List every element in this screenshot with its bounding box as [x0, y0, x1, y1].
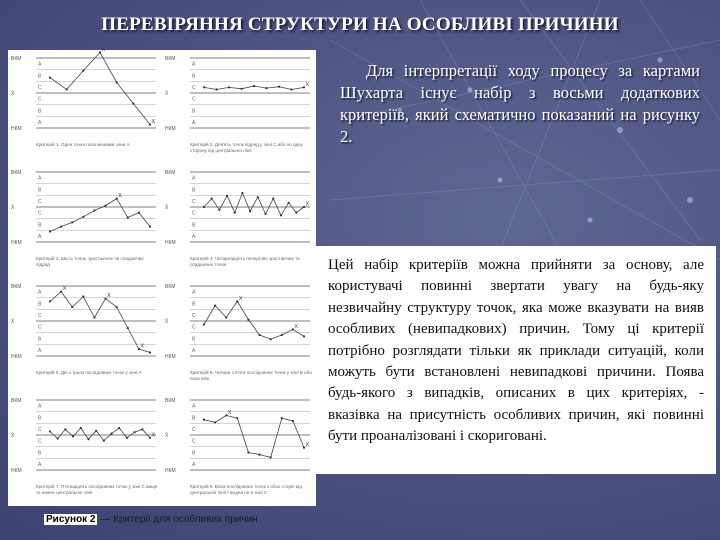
data-point [303, 335, 305, 337]
data-series-line [204, 193, 304, 215]
data-point [234, 212, 236, 214]
data-point [295, 212, 297, 214]
data-point [93, 316, 95, 318]
data-series-line [50, 292, 150, 353]
data-point [281, 417, 283, 419]
data-point [278, 86, 280, 88]
ucl-label: ВКМ [165, 55, 176, 62]
center-line-label: X̄ [165, 318, 169, 325]
special-cause-marker: X [118, 193, 122, 200]
center-line-label: X̄ [11, 204, 15, 211]
criterion-caption: Критерій 8. Вісім послідовних точок з обох сторін від центральної лінії і жодна не в зоні С [190, 484, 302, 495]
data-point [87, 438, 89, 440]
center-line-label: X̄ [11, 318, 15, 325]
data-point [49, 430, 51, 432]
special-cause-marker: X [294, 323, 299, 330]
criterion-caption: Критерій 4. Чотирнадцять почергово зростаючих та спадаючих точок [190, 256, 300, 267]
criterion-panel-7 [8, 392, 160, 504]
data-point [116, 81, 118, 83]
zone-label: C [38, 84, 42, 91]
zone-label: B [38, 301, 42, 308]
data-point [132, 102, 134, 104]
data-point [110, 433, 112, 435]
explanation-text: Цей набір критеріїв можна прийняти за основу, але користувачі повинні звертати увагу на будь-яку незвичайну структуру точок, яка може вказувати на вияв особливих (невипадкових) причин. Тому ці критерії потрібно розглядати тільки як приклади ситуацій, коли можуть бути встановлені невипадкові причини. Поява будь-якого з випадків, описаних в цих критеріях, - вказівка на присутність особливих причин, які повинні бути проаналізовані і скориговані. [328, 257, 704, 445]
data-point [57, 437, 59, 439]
zone-label: A [38, 403, 42, 410]
data-point [253, 85, 255, 87]
lcl-label: НКМ [165, 353, 176, 360]
data-point [103, 440, 105, 442]
zone-label: A [192, 403, 196, 410]
lcl-label: НКМ [11, 353, 22, 360]
special-cause-marker: X [62, 286, 67, 293]
lcl-label: НКМ [11, 125, 22, 132]
data-point [258, 454, 260, 456]
data-point [203, 206, 205, 208]
zone-label: A [192, 119, 196, 126]
criterion-panel-6 [162, 278, 314, 390]
zone-label: A [38, 347, 42, 354]
data-point [49, 300, 51, 302]
data-point [236, 417, 238, 419]
criteria-figure [8, 46, 316, 506]
zone-label: B [38, 222, 42, 229]
center-line-label: X̄ [165, 432, 169, 439]
data-point [104, 205, 106, 207]
zone-label: A [192, 233, 196, 240]
zone-label: B [192, 108, 196, 115]
data-point [290, 88, 292, 90]
zone-label: C [38, 324, 42, 331]
figure-caption [44, 514, 258, 525]
special-cause-marker: X [305, 201, 310, 208]
zone-label: C [38, 438, 42, 445]
zone-label: A [192, 175, 196, 182]
zone-label: B [192, 222, 196, 229]
ucl-label: ВКМ [11, 283, 22, 290]
data-point [82, 70, 84, 72]
zone-label: B [38, 336, 42, 343]
special-cause-marker: X [107, 293, 111, 300]
zone-label: C [192, 426, 196, 433]
data-point [118, 427, 120, 429]
ucl-label: ВКМ [11, 169, 22, 176]
special-cause-marker: X [151, 119, 156, 125]
data-point [225, 316, 227, 318]
data-point [82, 295, 84, 297]
ucl-label: ВКМ [165, 169, 176, 176]
zone-label: C [38, 426, 42, 433]
slide-title: ПЕРЕВІРЯННЯ СТРУКТУРИ НА ОСОБЛИВІ ПРИЧИНИ [101, 14, 619, 35]
data-point [265, 87, 267, 89]
special-cause-marker: X [101, 46, 106, 53]
lcl-label: НКМ [11, 467, 22, 474]
center-line-label: X̄ [11, 90, 15, 97]
data-point [264, 213, 266, 215]
data-point [247, 451, 249, 453]
center-line-label: X̄ [165, 90, 169, 97]
zone-label: A [38, 461, 42, 468]
zone-label: C [192, 312, 196, 319]
data-point [288, 202, 290, 204]
data-point [270, 456, 272, 458]
criterion-panel-5 [8, 278, 160, 390]
zone-label: B [192, 450, 196, 457]
zone-label: A [192, 461, 196, 468]
data-point [292, 420, 294, 422]
zone-label: B [38, 450, 42, 457]
zone-label: B [192, 187, 196, 194]
special-cause-marker: X [151, 432, 156, 439]
data-point [247, 319, 249, 321]
lcl-label: НКМ [11, 239, 22, 246]
data-point [214, 421, 216, 423]
zone-label: C [192, 198, 196, 205]
ucl-label: ВКМ [11, 55, 22, 62]
intro-paragraph: Для інтерпретації ходу процесу за картами Шухарта існує набір з восьми додаткових критеріїв, який схематично показаний на рисунку 2. [340, 61, 700, 146]
zone-label: B [192, 73, 196, 80]
data-point [141, 428, 143, 430]
zone-label: B [38, 187, 42, 194]
data-point [71, 221, 73, 223]
criterion-caption: Критерій 2. Дев'ять точок підряд у зоні С або по одну сторону від центральної лінії [190, 142, 303, 153]
zone-label: A [38, 119, 42, 126]
ucl-label: ВКМ [165, 283, 176, 290]
data-point [249, 210, 251, 212]
data-point [203, 323, 205, 325]
data-point [134, 431, 136, 433]
data-point [203, 419, 205, 421]
data-series-line [204, 301, 304, 339]
data-point [211, 198, 213, 200]
zone-label: C [38, 96, 42, 103]
criterion-caption: Критерій 6. Чотири з п'яти послідовних точок у зоні В або поза нею [190, 370, 312, 381]
figure-caption-label: Рисунок 2 [46, 514, 96, 525]
zone-label: C [192, 438, 196, 445]
center-line-label: X̄ [11, 432, 15, 439]
zone-label: C [38, 312, 42, 319]
data-point [203, 86, 205, 88]
data-point [72, 435, 74, 437]
zone-label: B [38, 415, 42, 422]
zone-label: A [38, 289, 42, 296]
zone-label: C [192, 210, 196, 217]
data-point [240, 88, 242, 90]
zone-label: B [192, 301, 196, 308]
data-point [258, 334, 260, 336]
special-cause-marker: X [305, 81, 310, 88]
data-point [281, 334, 283, 336]
data-point [226, 195, 228, 197]
lcl-label: НКМ [165, 125, 176, 132]
ucl-label: ВКМ [165, 397, 176, 404]
data-point [126, 437, 128, 439]
data-point [116, 306, 118, 308]
data-point [257, 196, 259, 198]
zone-label: A [38, 61, 42, 68]
data-point [93, 209, 95, 211]
zone-label: C [192, 84, 196, 91]
data-series-line [50, 52, 150, 124]
special-cause-marker: X [227, 409, 232, 416]
data-point [228, 86, 230, 88]
center-line-label: X̄ [165, 204, 169, 211]
data-point [218, 209, 220, 211]
criterion-caption: Критерій 5. Дві з трьох послідовних точок у зоні А [36, 370, 142, 375]
data-point [214, 305, 216, 307]
zone-label: A [192, 347, 196, 354]
ucl-label: ВКМ [11, 397, 22, 404]
data-point [149, 226, 151, 228]
special-cause-marker: X [140, 343, 145, 350]
zone-label: A [38, 233, 42, 240]
zone-label: C [192, 96, 196, 103]
criterion-panel-4 [162, 164, 314, 276]
data-point [64, 428, 66, 430]
criterion-panel-3 [8, 164, 160, 276]
zone-label: A [192, 289, 196, 296]
data-point [82, 216, 84, 218]
zone-label: B [192, 415, 196, 422]
data-point [95, 430, 97, 432]
criterion-panel-2 [162, 50, 314, 162]
data-point [270, 338, 272, 340]
data-series-line [204, 415, 304, 457]
figure-caption-text: — Критерії для особливих причин [97, 514, 258, 525]
data-point [127, 327, 129, 329]
zone-label: A [38, 175, 42, 182]
criterion-caption: Критерій 7. П'ятнадцять послідовних точок у зоні С вище та нижче центральної лінії [36, 484, 158, 495]
zone-label: C [192, 324, 196, 331]
zone-label: C [38, 198, 42, 205]
lcl-label: НКМ [165, 239, 176, 246]
lcl-label: НКМ [165, 467, 176, 474]
data-point [280, 214, 282, 216]
criterion-panel-8 [162, 392, 314, 504]
data-point [49, 77, 51, 79]
data-point [138, 212, 140, 214]
data-point [127, 216, 129, 218]
special-cause-marker: X [305, 442, 310, 449]
data-point [49, 230, 51, 232]
data-point [241, 192, 243, 194]
zone-label: C [38, 210, 42, 217]
criterion-caption: Критерій 1. Одна точка поза межами зони А [36, 142, 130, 147]
special-cause-marker: X [238, 295, 243, 302]
zone-label: B [38, 73, 42, 80]
criterion-caption: Критерій 3. Шість точок, зростаючих чи спадаючих підряд [36, 256, 144, 267]
data-point [60, 226, 62, 228]
criterion-panel-1 [8, 46, 160, 162]
data-series-line [50, 199, 150, 232]
zone-label: A [192, 61, 196, 68]
zone-label: B [38, 108, 42, 115]
data-point [272, 198, 274, 200]
data-point [80, 427, 82, 429]
data-point [71, 306, 73, 308]
data-point [215, 88, 217, 90]
data-point [66, 88, 68, 90]
zone-label: B [192, 336, 196, 343]
explanation-box [316, 246, 716, 474]
data-point [149, 351, 151, 353]
